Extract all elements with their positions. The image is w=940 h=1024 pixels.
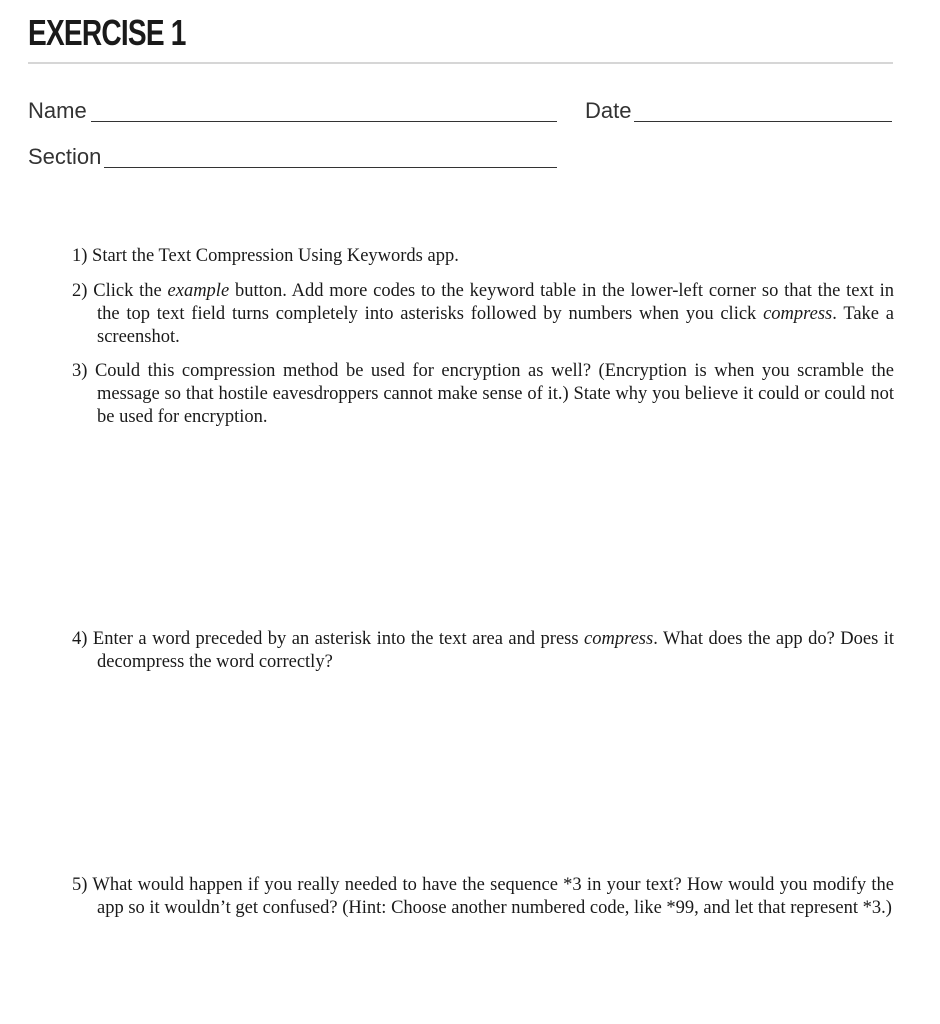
date-field-line[interactable] [634, 121, 892, 122]
question-text: Click the [93, 281, 168, 301]
section-field-line[interactable] [104, 167, 557, 168]
question-text: Enter a word preceded by an asterisk into the text area and press [92, 629, 585, 649]
section-label: Section [28, 144, 102, 169]
question-text: . What does the app do? Does it decompress the word correctly? [97, 629, 895, 672]
question-number: 4) [72, 629, 88, 649]
question-5 [72, 874, 894, 920]
question-2 [72, 280, 894, 349]
title-divider [28, 62, 893, 64]
example-button-reference: example [167, 281, 230, 301]
question-number: 3) [72, 361, 88, 381]
exercise-title: EXERCISE 1 [28, 12, 186, 53]
question-number: 1) [72, 246, 88, 266]
question-3 [72, 360, 894, 429]
question-number: 5) [72, 875, 88, 895]
question-text: . Take a screenshot. [97, 304, 894, 347]
question-text: Start the Text Compression Using Keywords app. [92, 246, 459, 266]
compress-button-reference: compress [584, 629, 654, 649]
compress-button-reference: compress [763, 304, 833, 324]
name-field-line[interactable] [91, 121, 557, 122]
date-label: Date [585, 98, 632, 123]
question-text: button. Add more codes to the keyword table in the lower-left corner so that the text in the top text field turns completely into asterisks followed by numbers when you click [97, 281, 895, 324]
question-4 [72, 628, 894, 674]
name-label: Name [28, 98, 87, 123]
question-1 [72, 245, 894, 268]
question-text: What would happen if you really needed to have the sequence *3 in your text? How would you modify the app so it wouldn’t get confused? (Hint: Choose another numbered code, like *99, and let that represent *3.) [92, 875, 894, 918]
question-number: 2) [72, 281, 88, 301]
question-text: Could this compression method be used for encryption as well? (Encryption is when you scramble the message so that hostile eavesdroppers cannot make sense of it.) State why you believe it could or could not be used for encryption. [94, 361, 895, 427]
